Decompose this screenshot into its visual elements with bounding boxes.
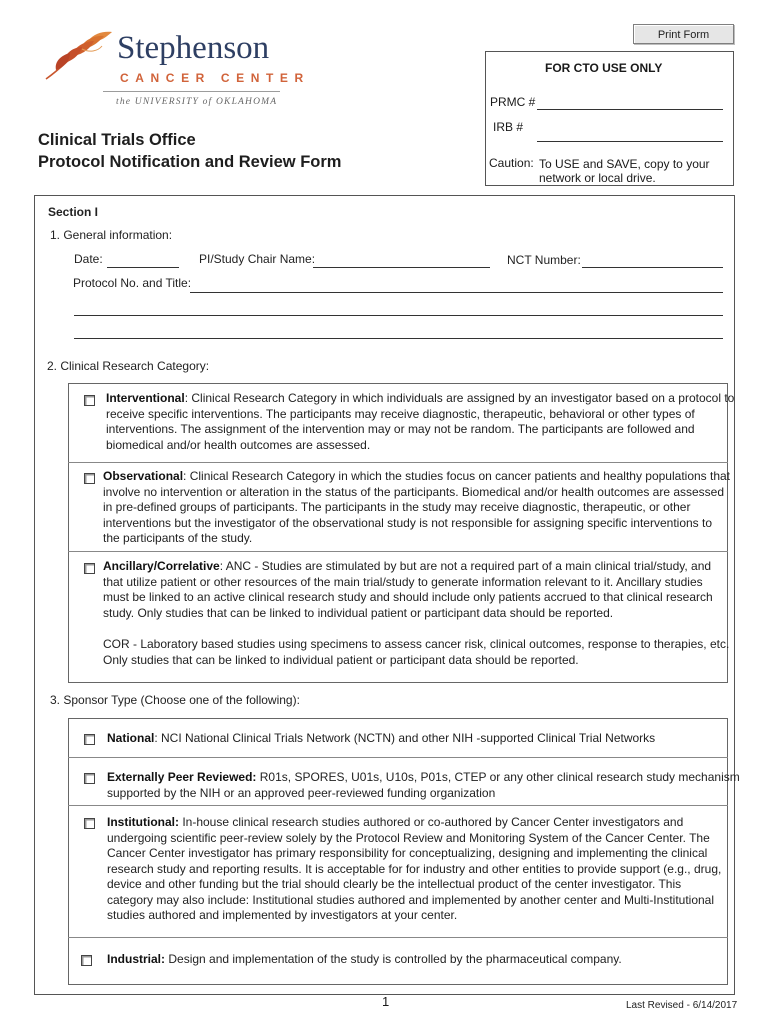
- form-title-line1: Clinical Trials Office: [38, 131, 196, 149]
- sponsor-divider: [68, 937, 728, 938]
- text-line: R01s, SPORES, U01s, U10s, P01s, CTEP or any other clinical research study mechanism: [256, 770, 740, 784]
- observational-checkbox[interactable]: [84, 473, 95, 484]
- caution-text-line1: To USE and SAVE, copy to your: [539, 157, 710, 171]
- industrial-term: Industrial:: [107, 952, 166, 966]
- category-divider: [68, 462, 728, 463]
- ancillary-checkbox[interactable]: [84, 563, 95, 574]
- caution-text-line2: network or local drive.: [539, 171, 656, 185]
- text-line: in pre-defined groups of participants. The participants in the study may receive diagnostic, therapeutic, or other: [103, 500, 691, 514]
- text-line: undergoing scientific peer-review solely by the Protocol Review and Monitoring System of the Cancer Center. The: [107, 830, 710, 845]
- protocol-title-field[interactable]: [190, 292, 723, 293]
- text-line: category may also include: Institutional studies authored and implemented by another center and Multi-Institutional: [107, 892, 715, 907]
- industrial-description: [107, 952, 622, 968]
- interventional-term: Interventional: [106, 391, 185, 405]
- text-line: studies authored and implemented by investigators at your center.: [107, 908, 458, 922]
- cto-heading: FOR CTO USE ONLY: [545, 61, 663, 75]
- logo-university: the UNIVERSITY of OKLAHOMA: [116, 97, 278, 107]
- section-heading: Section I: [48, 205, 99, 219]
- date-label: Date:: [74, 252, 103, 266]
- institutional-term: Institutional:: [107, 815, 179, 829]
- research-category-heading: 2. Clinical Research Category:: [47, 359, 210, 373]
- text-line: the participants of the study.: [103, 531, 253, 545]
- pi-name-field[interactable]: [313, 267, 490, 268]
- text-line: Only studies that can be linked to individual patient or participant data should be reported.: [103, 652, 579, 667]
- text-line: Cancer Center investigator has primary responsibility for conceptualizing, designing and implementing the clinical: [107, 846, 708, 860]
- protocol-title-field-line3[interactable]: [74, 338, 723, 339]
- national-term: National: [107, 731, 155, 745]
- prmc-field[interactable]: [537, 109, 723, 110]
- interventional-checkbox[interactable]: [84, 395, 95, 406]
- irb-label: IRB #: [493, 120, 524, 134]
- text-line: interventions but the investigator of the observational study is not responsible for assigning specific interventions to: [103, 515, 713, 530]
- text-line: : Clinical Research Category in which individuals are assigned by an investigator based on a protocol to: [184, 391, 735, 405]
- cor-description: [103, 637, 729, 668]
- print-form-button[interactable]: Print Form: [633, 24, 734, 44]
- institutional-description: [107, 815, 721, 924]
- sponsor-divider: [68, 757, 728, 758]
- protocol-title-field-line2[interactable]: [74, 315, 723, 316]
- text-line: involve no intervention or alteration in the status of the participants. Biomedical and/or health outcomes are assessed: [103, 484, 725, 499]
- last-revised-date: Last Revised - 6/14/2017: [626, 1000, 738, 1011]
- text-line: research study and reporting results. It is acceptable for for industry and other entities to provide support (e.g., drug,: [107, 861, 722, 876]
- leaf-logo-icon: [42, 29, 114, 83]
- nct-number-field[interactable]: [582, 267, 723, 268]
- pi-name-label: PI/Study Chair Name:: [199, 252, 316, 266]
- text-line: : ANC - Studies are stimulated by but are not a required part of a main clinical trial/study, and: [219, 559, 712, 573]
- text-line: COR - Laboratory based studies using specimens to assess cancer risk, clinical outcomes, response to therapies, etc.: [103, 637, 730, 651]
- logo-name: Stephenson: [117, 30, 270, 66]
- irb-field[interactable]: [537, 141, 723, 142]
- protocol-title-label: Protocol No. and Title:: [73, 276, 192, 290]
- national-description: [107, 731, 655, 747]
- observational-description: [103, 469, 730, 547]
- logo-subtitle: CANCER CENTER: [120, 71, 310, 85]
- text-line: supported by the NIH or an approved peer-reviewed funding organization: [107, 785, 496, 800]
- text-line: device and other funding but the trial should clearly be the intellectual product of the center investigator. This: [107, 877, 682, 891]
- logo-divider: [103, 91, 280, 92]
- prmc-label: PRMC #: [490, 95, 536, 109]
- form-title-line2: Protocol Notification and Review Form: [38, 153, 342, 171]
- peer-reviewed-checkbox[interactable]: [84, 773, 95, 784]
- text-line: : Clinical Research Category in which the studies focus on cancer patients and healthy populations that: [183, 469, 731, 483]
- caution-label: Caution:: [489, 156, 534, 170]
- general-info-heading: 1. General information:: [50, 228, 173, 242]
- text-line: interventions. The assignment of the intervention may or may not be random. The participants are followed and: [106, 422, 695, 436]
- sponsor-type-heading: 3. Sponsor Type (Choose one of the following):: [50, 693, 300, 707]
- ancillary-description: [103, 559, 713, 621]
- category-divider: [68, 551, 728, 552]
- text-line: Design and implementation of the study is controlled by the pharmaceutical company.: [165, 952, 622, 966]
- date-field[interactable]: [107, 267, 179, 268]
- nct-number-label: NCT Number:: [507, 253, 581, 267]
- industrial-checkbox[interactable]: [81, 955, 92, 966]
- national-checkbox[interactable]: [84, 734, 95, 745]
- peer-reviewed-term: Externally Peer Reviewed:: [107, 770, 257, 784]
- text-line: biomedical and/or health outcomes are assessed.: [106, 437, 371, 452]
- interventional-description: [106, 391, 734, 453]
- text-line: study. Only studies that can be linked to individual patient or participant data should be reported.: [103, 605, 614, 620]
- text-line: receive specific interventions. The participants may receive diagnostic, therapeutic, behavioral or other types of: [106, 406, 695, 421]
- text-line: must be linked to an active clinical research study and should include only patients accrued to that clinical research: [103, 590, 713, 604]
- institutional-checkbox[interactable]: [84, 818, 95, 829]
- text-line: In-house clinical research studies authored or co-authored by Cancer Center investigators and: [179, 815, 684, 829]
- text-line: : NCI National Clinical Trials Network (NCTN) and other NIH -supported Clinical Trial Networks: [154, 731, 656, 745]
- page-number: 1: [382, 994, 390, 1009]
- text-line: that utilize patient or other resources of the main trial/study to generate information relevant to it. Ancillary studies: [103, 574, 703, 589]
- ancillary-term: Ancillary/Correlative: [103, 559, 220, 573]
- observational-term: Observational: [103, 469, 184, 483]
- sponsor-divider: [68, 805, 728, 806]
- peer-reviewed-description: [107, 770, 740, 801]
